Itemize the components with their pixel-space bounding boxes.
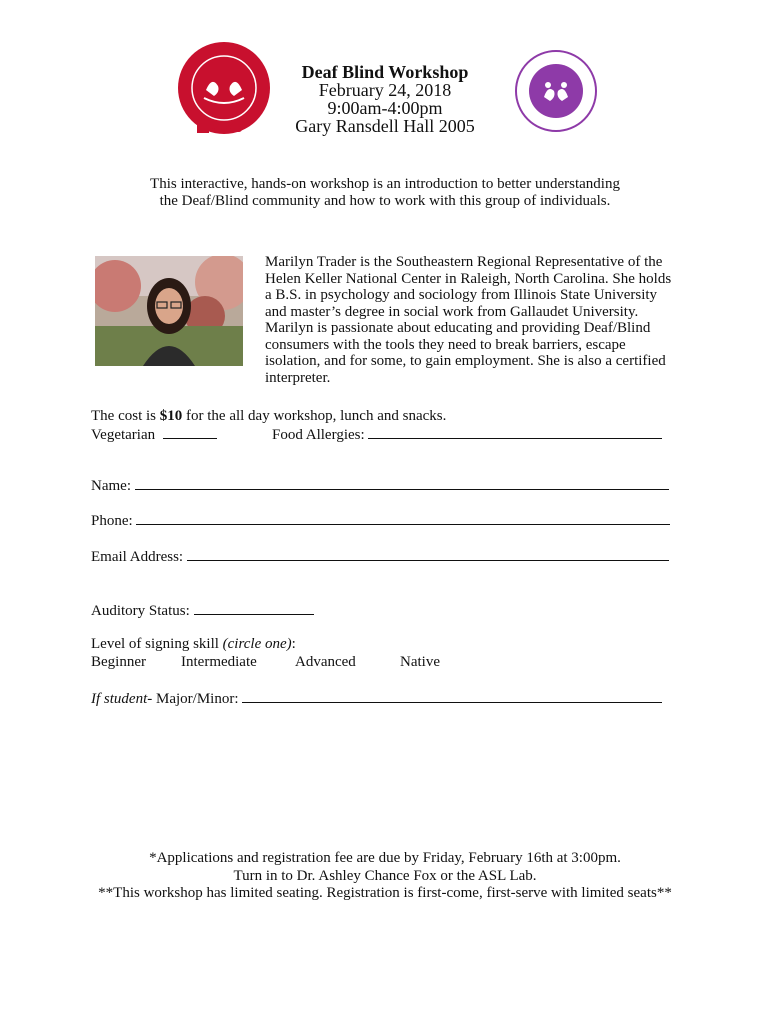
cost-line: The cost is $10 for the all day workshop, lunch and snacks. bbox=[91, 408, 447, 424]
auditory-field[interactable] bbox=[194, 601, 314, 615]
asl-organization-logo bbox=[514, 49, 598, 133]
name-label: Name: bbox=[91, 478, 131, 494]
skill-option-advanced[interactable]: Advanced bbox=[295, 654, 356, 670]
deadline-note: *Applications and registration fee are due by Friday, February 16th at 3:00pm. bbox=[149, 850, 621, 866]
workshop-intro: This interactive, hands-on workshop is an introduction to better understanding the Deaf/Blind community and how to work with this group of individuals. bbox=[150, 176, 620, 209]
phone-line bbox=[91, 511, 670, 530]
allergies-label: Food Allergies: bbox=[272, 427, 365, 443]
phone-label: Phone: bbox=[91, 513, 133, 529]
name-field[interactable] bbox=[135, 476, 669, 490]
seating-note: **This workshop has limited seating. Registration is first-come, first-serve with limited seats** bbox=[98, 885, 672, 901]
skill-option-intermediate[interactable]: Intermediate bbox=[181, 654, 257, 670]
wku-wordmark: WKU bbox=[197, 120, 244, 135]
skill-option-beginner[interactable]: Beginner bbox=[91, 654, 146, 670]
student-prefix: If student- bbox=[91, 691, 153, 707]
allergies-line bbox=[272, 425, 662, 444]
major-label: Major/Minor: bbox=[152, 691, 239, 707]
vegetarian-label: Vegetarian bbox=[91, 427, 156, 443]
skill-hint: (circle one) bbox=[222, 636, 292, 652]
event-date: February 24, 2018 bbox=[318, 80, 452, 100]
event-header bbox=[250, 63, 520, 135]
email-field[interactable] bbox=[187, 547, 669, 561]
footer-notes bbox=[80, 850, 690, 903]
event-location: Gary Ransdell Hall 2005 bbox=[295, 116, 475, 136]
skill-options bbox=[91, 654, 491, 672]
email-line bbox=[91, 547, 669, 566]
allergies-field[interactable] bbox=[368, 425, 662, 439]
name-line bbox=[91, 476, 669, 495]
speaker-bio: Marilyn Trader is the Southeastern Regional Representative of the Helen Keller National Center in Raleigh, North Carolina. She holds a B.S. in psychology and sociology from Illinois State University and master’s degree in social work from Gallaudet University. Marilyn is passionate about educating and providing Deaf/Blind consumers with the tools they need to break barriers, escape isolation, and for some, to gain employment. She is also a certified interpreter. bbox=[265, 254, 672, 386]
phone-field[interactable] bbox=[136, 511, 670, 525]
skill-prompt: Level of signing skill (circle one): bbox=[91, 636, 296, 652]
cost-amount: $10 bbox=[159, 408, 183, 424]
major-line bbox=[91, 689, 662, 708]
email-label: Email Address: bbox=[91, 549, 184, 565]
vegetarian-field[interactable] bbox=[163, 425, 217, 439]
turn-in-note: Turn in to Dr. Ashley Chance Fox or the ASL Lab. bbox=[233, 867, 537, 884]
wku-flag-icon bbox=[197, 123, 209, 133]
event-time: 9:00am-4:00pm bbox=[327, 98, 443, 118]
major-field[interactable] bbox=[242, 689, 662, 703]
auditory-label: Auditory Status: bbox=[91, 603, 190, 619]
event-title: Deaf Blind Workshop bbox=[301, 62, 469, 82]
auditory-line bbox=[91, 601, 314, 620]
skill-option-native[interactable]: Native bbox=[400, 654, 440, 670]
diet-line bbox=[91, 425, 217, 444]
speaker-photo bbox=[95, 256, 243, 366]
